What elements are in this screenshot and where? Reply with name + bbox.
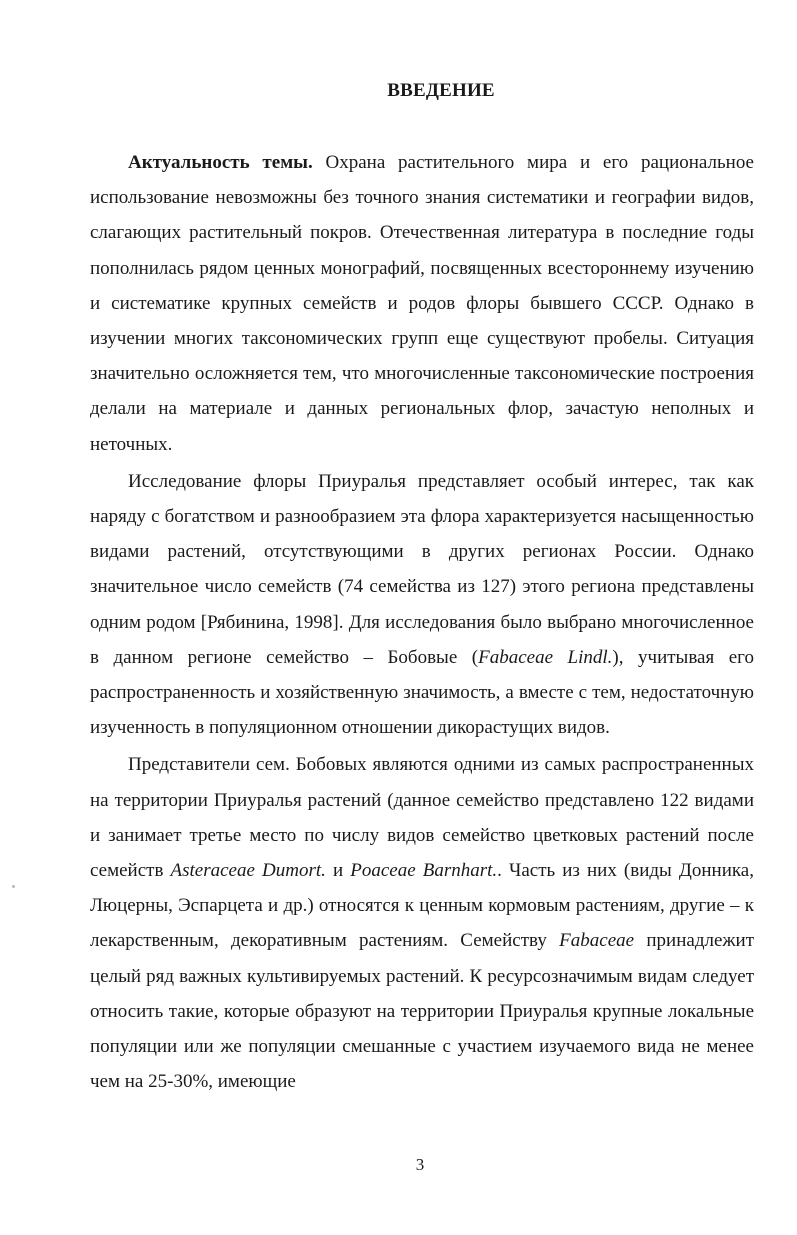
paragraph-text: и (325, 860, 351, 882)
paragraph-fabaceae (90, 747, 754, 1099)
latin-name: Poaceae Barnhart. (350, 860, 498, 882)
paragraph-text: Представители сем. Бобовых являются одними из самых распространенных на территории Приуралья растений (данное семейство представлено 122 видами и занимает третье место по числу видов семейство цветковых растений после семейств (90, 754, 754, 882)
page-number: 3 (415, 1155, 425, 1174)
paragraph-text: . Часть из них (виды Донника, Люцерны, Эспарцета и др.) относятся к ценным кормовым растениям, другие – к лекарственным, декоративным растениям. Семейству (90, 860, 754, 952)
paragraph-flora (90, 464, 754, 746)
latin-name: Fabaceae (559, 930, 635, 952)
latin-name: Asteraceae Dumort. (170, 860, 326, 882)
paragraph-text: Исследование флоры Приуралья представляет особый интерес, так как наряду с богатством и разнообразием эта флора характеризуется насыщенностью видами растений, отсутствующими в других регионах России. Однако значительное число семейств (74 семейства из 127) этого региона представлены одним родом [Рябинина, 1998]. Для исследования было выбрано многочисленное в данном регионе семейство – Бобовые ( (90, 470, 754, 668)
scan-artifact (12, 885, 15, 888)
paragraph-relevance (90, 145, 754, 462)
latin-name: Fabaceae Lindl. (478, 646, 613, 668)
paragraph-text: Охрана растительного мира и его рациональное использование невозможны без точного знания систематики и географии видов, слагающих растительный покров. Отечественная литература в последние годы пополнилась рядом ценных монографий, посвященных всестороннему изучению и систематике крупных семейств и родов флоры бывшего СССР. Однако в изучении многих таксономических групп еще существуют пробелы. Ситуация значительно осложняется тем, что многочисленные таксономические построения делали на материале и данных региональных флор, зачастую неполных и неточных. (90, 152, 754, 455)
paragraph-text: ), учитывая его распространенность и хозяйственную значимость, а вместе с тем, недостаточную изученность в популяционном отношении дикорастущих видов. (90, 646, 754, 739)
paragraph-text: принадлежит целый ряд важных культивируемых растений. К ресурсозначимым видам следует относить такие, которые образуют на территории Приуралья крупные локальные популяции или же популяции смешанные с участием изучаемого вида не менее чем на 25-30%, имеющие (90, 930, 754, 1093)
paragraph-lead: Актуальность темы. (128, 152, 313, 173)
body-text (90, 145, 754, 1101)
page-title: ВВЕДЕНИЕ (387, 80, 495, 101)
